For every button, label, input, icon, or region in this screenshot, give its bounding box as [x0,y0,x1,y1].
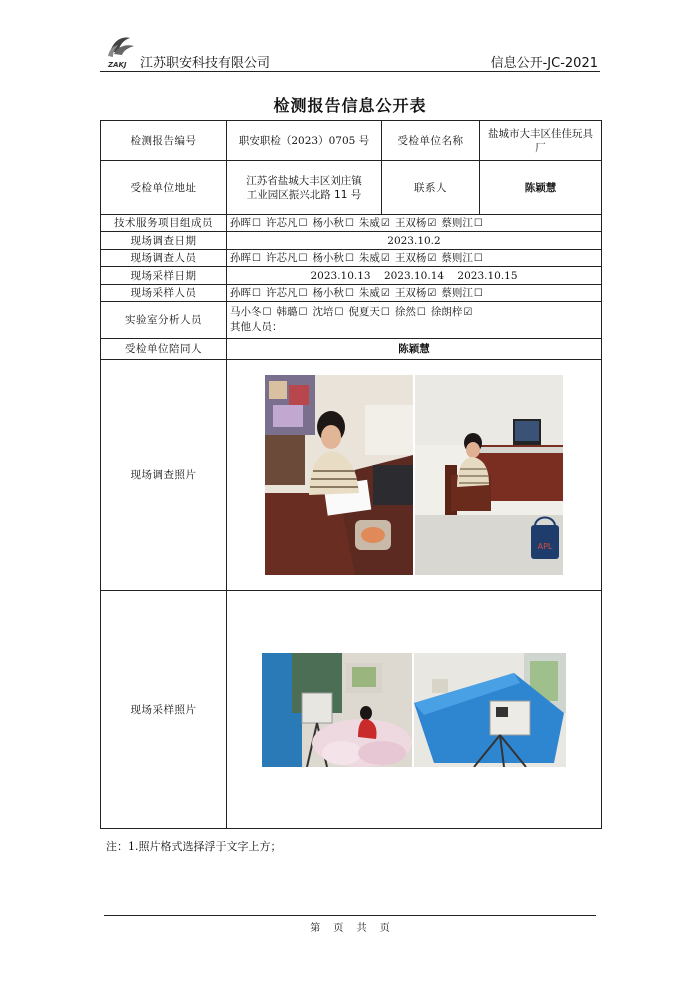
person: 王双杨☑ [394,286,437,299]
tech-members-list [227,215,602,232]
table-row [101,250,602,267]
label-contact: 联系人 [382,161,480,215]
checkbox-icon: ☐ [298,217,308,229]
person: 马小冬☐ [230,306,272,318]
person: 蔡则江☐ [441,286,483,299]
label-sampling-photos: 现场采样照片 [101,591,227,829]
checkbox-icon: ☐ [380,307,390,318]
checkbox-icon: ☑ [427,252,437,264]
person: 孙晖☐ [230,286,261,299]
person: 朱威☑ [358,216,390,229]
checkbox-icon: ☑ [380,252,390,264]
survey-photo-2 [415,375,563,575]
survey-date: 2023.10.2 [227,232,602,250]
bag-label: APL [537,542,553,551]
checkbox-icon: ☐ [344,287,354,299]
person: 许芯凡☐ [265,216,308,229]
person: 蔡则江☐ [441,216,483,229]
label-sampling-date: 现场采样日期 [101,267,227,285]
person: 朱威☑ [358,251,390,264]
other-people: 其他人员： [230,321,283,333]
company-name: 江苏职安科技有限公司 [140,56,271,71]
checkbox-icon: ☐ [298,307,308,318]
escort-name: 陈颖慧 [227,339,602,360]
survey-people-list [227,250,602,267]
label-address: 受检单位地址 [101,161,227,215]
address-line-2: 工业园区振兴北路 11 号 [246,188,362,201]
checkbox-icon: ☐ [252,217,261,229]
company-logo-icon [104,30,136,70]
survey-photo-1 [265,375,413,575]
person: 徐然☐ [394,306,426,318]
page-title: 检测报告信息公开表 [273,96,427,115]
person: 蔡则江☐ [441,251,483,264]
person: 杨小秋☐ [312,251,354,264]
survey-photos-cell [227,360,602,591]
table-row [101,267,602,285]
checkbox-icon: ☐ [252,252,261,264]
table-row [101,215,602,232]
table-row [101,360,602,591]
person: 王双杨☑ [394,216,437,229]
page-number: 第 页 共 页 [310,923,390,934]
person: 倪夏天☐ [348,306,390,318]
checkbox-icon: ☑ [427,217,437,229]
table-row [101,302,602,339]
person: 许芯凡☐ [265,286,308,299]
checkbox-icon: ☐ [473,252,483,264]
checkbox-icon: ☐ [344,217,354,229]
label-unit-name: 受检单位名称 [382,121,480,161]
checkbox-icon: ☐ [473,217,483,229]
lab-analysts-list [227,302,602,339]
checkbox-icon: ☑ [463,307,473,318]
person: 杨小秋☐ [312,216,354,229]
checkbox-icon: ☐ [416,307,426,318]
checkbox-icon: ☐ [262,307,272,318]
sampling-photos-cell [227,591,602,829]
logo-text: ZAKJ [108,61,127,69]
checkbox-icon: ☐ [473,287,483,299]
sampling-dates: 2023.10.13 2023.10.14 2023.10.15 [227,267,602,285]
checkbox-icon: ☐ [298,252,308,264]
label-sampling-people: 现场采样人员 [101,285,227,302]
sampling-people-list [227,285,602,302]
sampling-photo-1 [262,653,412,767]
checkbox-icon: ☐ [334,307,344,318]
person: 许芯凡☐ [265,251,308,264]
report-table [100,120,602,829]
person: 孙晖☐ [230,216,261,229]
label-tech-members: 技术服务项目组成员 [101,215,227,232]
checkbox-icon: ☐ [344,252,354,264]
unit-address [227,161,382,215]
person: 孙晖☐ [230,251,261,264]
person: 王双杨☑ [394,251,437,264]
table-row [101,232,602,250]
label-escort: 受检单位陪同人 [101,339,227,360]
contact-name: 陈颖慧 [480,161,602,215]
table-row [101,285,602,302]
label-survey-date: 现场调查日期 [101,232,227,250]
checkbox-icon: ☑ [427,287,437,299]
checkbox-icon: ☑ [380,287,390,299]
person: 杨小秋☐ [312,286,354,299]
person: 韩璐☐ [276,306,308,318]
table-row [101,339,602,360]
report-no: 职安职检（2023）0705 号 [227,121,382,161]
checkbox-icon: ☑ [380,217,390,229]
unit-name: 盐城市大丰区佳佳玩具厂 [480,121,602,161]
table-row [101,121,602,161]
person: 朱威☑ [358,286,390,299]
checkbox-icon: ☐ [252,287,261,299]
person: 沈培☐ [312,306,344,318]
label-survey-people: 现场调查人员 [101,250,227,267]
footnote: 注：1.照片格式选择浮于文字上方； [106,840,282,853]
sampling-photo-2 [414,653,566,767]
table-row [101,161,602,215]
table-row [101,591,602,829]
person: 徐朗梓☑ [430,306,473,318]
checkbox-icon: ☐ [298,287,308,299]
page-header [100,30,600,72]
footer-rule [104,915,596,916]
document-code: 信息公开-JC-2021 [490,56,598,71]
label-lab-analysts: 实验室分析人员 [101,302,227,339]
label-report-no: 检测报告编号 [101,121,227,161]
address-line-1: 江苏省盐城大丰区刘庄镇 [246,174,362,187]
label-survey-photos: 现场调查照片 [101,360,227,591]
